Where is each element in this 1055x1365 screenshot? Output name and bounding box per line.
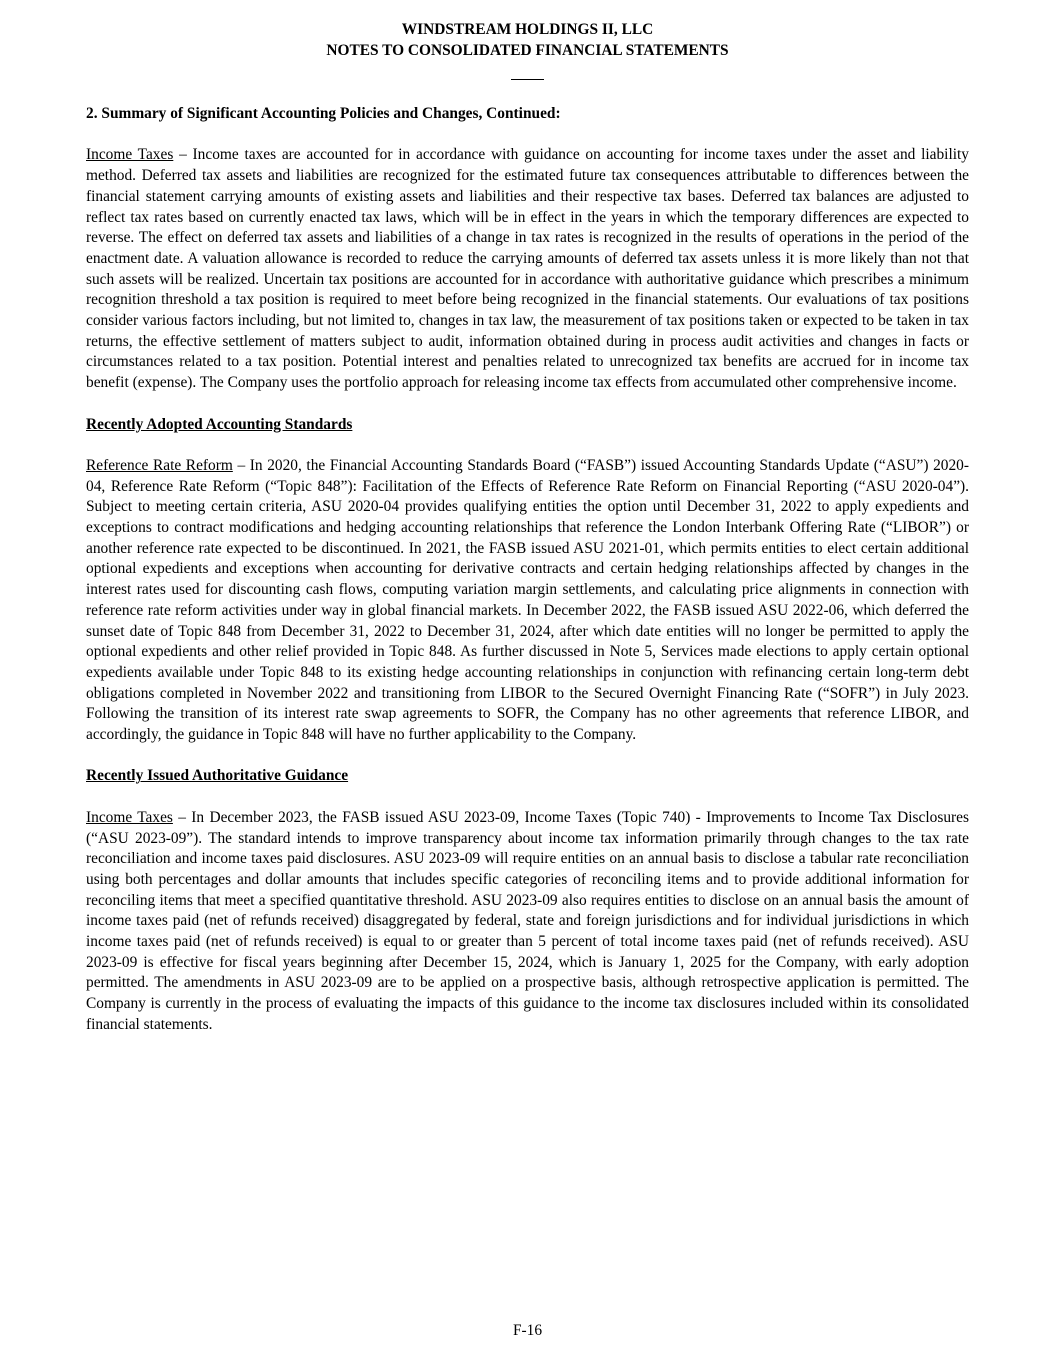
recently-issued-heading: Recently Issued Authoritative Guidance: [86, 767, 349, 785]
section-heading: 2. Summary of Significant Accounting Policies and Changes, Continued:: [86, 105, 561, 122]
income-taxes-policy-text: – Income taxes are accounted for in accordance with guidance on accounting for income taxes under the asset and liability method. Deferred tax assets and liabilities are recognized for the estimated future tax consequences attributable to differences between the financial statement carrying amounts of existing assets and liabilities and their respective tax bases. Deferred tax balances are adjusted to reflect tax rates based on currently enacted tax laws, which will be in effect in the years in which the temporary differences are expected to reverse. The effect on deferred tax assets and liabilities of a change in tax rates is recognized in the results of operations in the period of the enactment date. A valuation allowance is recorded to reduce the carrying amounts of deferred tax assets unless it is more likely than not that such assets will be realized. Uncertain tax positions are accounted for in accordance with authoritative guidance which prescribes a minimum recognition threshold a tax position is required to meet before being recognized in the financial statements. Our evaluations of tax positions consider various factors including, but not limited to, changes in tax law, the measurement of tax positions taken or expected to be taken in tax returns, the effective settlement of matters subject to audit, information obtained during in process audit activities and changes in facts or circumstances related to a tax position. Potential interest and penalties related to unrecognized tax benefits are accrued for in income tax benefit (expense). The Company uses the portfolio approach for releasing income tax effects from accumulated other comprehensive income.: [86, 146, 969, 392]
income-taxes-policy-label: Income Taxes: [86, 146, 174, 164]
reference-rate-reform-label: Reference Rate Reform: [86, 456, 233, 474]
header-divider: [511, 79, 544, 80]
notes-content: [86, 104, 969, 1036]
company-name: WINDSTREAM HOLDINGS II, LLC: [401, 21, 654, 38]
income-taxes-policy-paragraph: [86, 145, 969, 393]
page-header: [0, 20, 1055, 80]
income-taxes-guidance-label: Income Taxes: [86, 808, 173, 826]
document-title: NOTES TO CONSOLIDATED FINANCIAL STATEMENTS: [326, 41, 729, 59]
recently-adopted-heading: Recently Adopted Accounting Standards: [86, 415, 353, 433]
income-taxes-guidance-paragraph: [86, 808, 969, 1036]
reference-rate-reform-paragraph: [86, 456, 969, 746]
income-taxes-guidance-text: – In December 2023, the FASB issued ASU 2023-09, Income Taxes (Topic 740) - Improvements to Income Tax Disclosures (“ASU 2023-09”). The standard intends to improve transparency about income tax information primarily through changes to the tax rate reconciliation and income taxes paid disclosures. ASU 2023-09 will require entities on an annual basis to disclose a tabular rate reconciliation using both percentages and dollar amounts that includes specific categories of reconciling items and to provide additional information for reconciling items that meet a specified quantitative threshold. ASU 2023-09 also requires entities to disclose on an annual basis the amount of income taxes paid (net of refunds received) disaggregated by federal, state and foreign jurisdictions and for individual jurisdictions in which income taxes paid (net of refunds received) is equal to or greater than 5 percent of total income taxes paid (net of refunds received). ASU 2023-09 is effective for fiscal years beginning after December 15, 2024, which is January 1, 2025 for the Company, with early adoption permitted. The amendments in ASU 2023-09 are to be applied on a prospective basis, although retrospective application is permitted. The Company is currently in the process of evaluating the impacts of this guidance to the income tax disclosures included within its consolidated financial statements.: [86, 808, 969, 1033]
reference-rate-reform-text: – In 2020, the Financial Accounting Standards Board (“FASB”) issued Accounting Standards Update (“ASU”) 2020-04, Reference Rate Reform (“Topic 848”): Facilitation of the Effects of Reference Rate Reform on Financial Reporting (“ASU 2020-04”). Subject to meeting certain criteria, ASU 2020-04 provides qualifying entities the option until December 31, 2022 to apply expedients and exceptions to contract modifications and hedging accounting relationships that reference the London Interbank Offering Rate (“LIBOR”) or another reference rate expected to be discontinued. In 2021, the FASB issued ASU 2021-01, which permits entities to elect certain additional optional expedients and exceptions when accounting for derivative contracts and certain hedging relationships affected by changes in the interest rates used for discounting cash flows, computing variation margin settlements, and calculating price alignments in connection with reference rate reform activities under way in global financial markets. In December 2022, the FASB issued ASU 2022-06, which deferred the sunset date of Topic 848 from December 31, 2022 to December 31, 2024, after which date entities will no longer be permitted to apply the optional expedients and other relief provided in Topic 848. As further discussed in Note 5, Services made elections to apply certain optional expedients available under Topic 848 to its existing hedge accounting relationships in conjunction with refinancing certain long-term debt obligations completed in November 2022 and transitioning from LIBOR to the Secured Overnight Financing Rate (“SOFR”) in July 2023. Following the transition of its interest rate swap agreements to SOFR, the Company has no other agreements that reference LIBOR, and accordingly, the guidance in Topic 848 will have no further applicability to the Company.: [86, 456, 970, 744]
page-number: F-16: [512, 1322, 543, 1339]
